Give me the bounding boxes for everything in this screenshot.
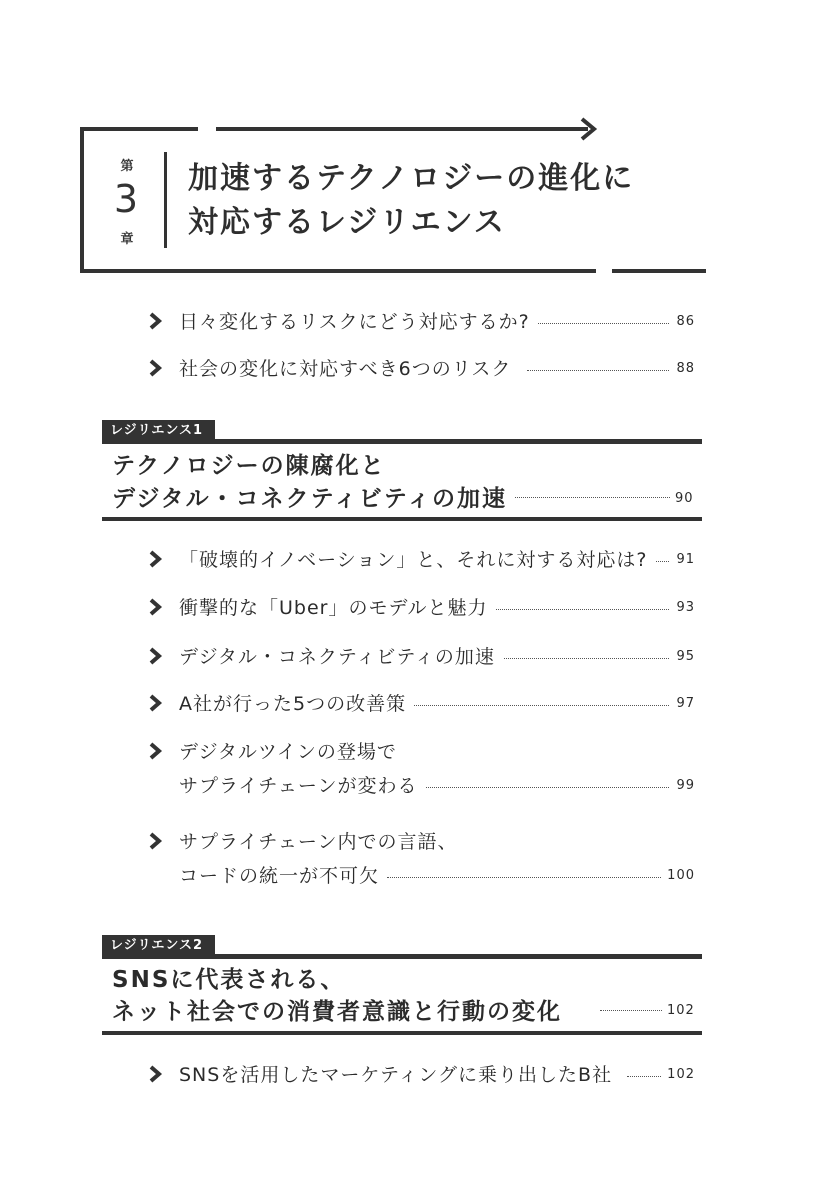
leader-dots — [387, 877, 669, 878]
toc-item-text: 「破壊的イノベーション」と、それに対する対応は? — [179, 545, 655, 575]
toc-item-page: 86 — [670, 307, 695, 337]
toc-item[interactable] — [147, 1060, 695, 1090]
chevron-right-icon — [147, 550, 165, 568]
toc-item-text: デジタル・コネクティビティの加速 — [179, 642, 503, 672]
section-bottom-rule — [102, 1031, 702, 1035]
toc-item[interactable] — [147, 307, 695, 337]
chevron-right-icon — [147, 647, 165, 665]
leader-dots — [600, 1010, 662, 1011]
section-title-line1: SNSに代表される、 — [112, 967, 346, 993]
toc-item[interactable] — [147, 689, 695, 719]
toc-item-page: 97 — [670, 689, 695, 719]
section-top-rule — [102, 954, 702, 959]
chevron-right-icon — [147, 598, 165, 616]
chapter-title-line1: 加速するテクノロジーの進化に — [188, 161, 635, 196]
leader-dots — [407, 705, 673, 706]
toc-item[interactable] — [147, 354, 695, 384]
toc-item-text: A社が行った5つの改善策 — [179, 689, 414, 719]
leader-dots — [407, 787, 673, 788]
chapter-number: 3 — [113, 177, 139, 221]
toc-item-text-line1: サプライチェーン内での言語、 — [179, 831, 458, 853]
toc-item-text: SNSを活用したマーケティングに乗り出したB社 — [179, 1060, 620, 1090]
arrow-right-icon — [578, 117, 600, 141]
toc-item[interactable] — [147, 593, 695, 623]
chevron-right-icon — [147, 742, 165, 760]
section-title-line2: デジタル・コネクティビティの加速 — [112, 481, 515, 517]
chevron-right-icon — [147, 359, 165, 377]
section-bottom-rule — [102, 517, 702, 521]
toc-item-text: 衝撃的な「Uber」のモデルと魅力 — [179, 593, 496, 623]
frame-bottom-left — [80, 269, 596, 273]
toc-item-text: 社会の変化に対応すべき6つのリスク — [179, 354, 519, 384]
frame-bottom-right — [612, 269, 706, 273]
leader-dots — [510, 497, 670, 498]
frame-top-arrow-line — [216, 127, 588, 131]
leader-dots — [527, 323, 673, 324]
frame-left — [80, 127, 84, 273]
toc-item-text-line2: サプライチェーンが変わる — [179, 771, 425, 801]
section-tag: レジリエンス1 — [102, 420, 215, 441]
toc-item-page: 91 — [670, 545, 695, 575]
toc-item[interactable] — [147, 545, 695, 575]
toc-item-page: 93 — [670, 593, 695, 623]
chapter-label-bottom: 章 — [120, 232, 134, 247]
section-page: 90 — [675, 491, 694, 506]
toc-item-page: 95 — [670, 642, 695, 672]
chevron-right-icon — [147, 832, 165, 850]
section-tag: レジリエンス2 — [102, 935, 215, 956]
section-top-rule — [102, 439, 702, 444]
section-title-line2: ネット社会での消費者意識と行動の変化 — [112, 994, 570, 1030]
toc-item[interactable] — [147, 737, 695, 801]
toc-item-page: 102 — [661, 1060, 695, 1090]
chevron-right-icon — [147, 1065, 165, 1083]
toc-item-page: 99 — [670, 771, 695, 801]
chapter-divider — [164, 152, 167, 248]
chapter-label-top: 第 — [120, 159, 134, 174]
frame-top-left — [80, 127, 198, 131]
toc-item-text-line1: デジタルツインの登場で — [179, 741, 397, 763]
toc-item[interactable] — [147, 827, 695, 891]
leader-dots — [527, 370, 673, 371]
chevron-right-icon — [147, 694, 165, 712]
chevron-right-icon — [147, 312, 165, 330]
toc-item-page: 88 — [670, 354, 695, 384]
toc-item-page: 100 — [661, 861, 695, 891]
section-page: 102 — [667, 1003, 695, 1018]
toc-item-text: 日々変化するリスクにどう対応するか? — [179, 307, 538, 337]
toc-item-text-line2: コードの統一が不可欠 — [179, 861, 387, 891]
chapter-title-line2: 対応するレジリエンス — [188, 205, 506, 240]
toc-item[interactable] — [147, 642, 695, 672]
section-title-line1: テクノロジーの陳腐化と — [112, 453, 386, 479]
